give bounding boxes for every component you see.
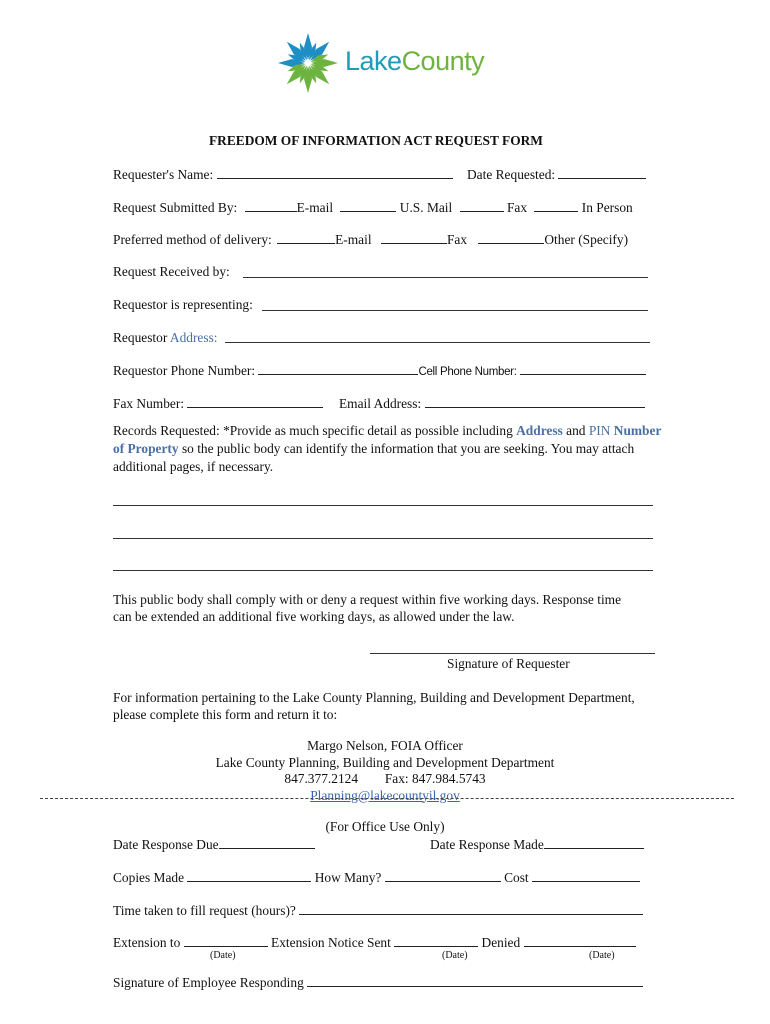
contact-dept: Lake County Planning, Building and Development Department [215, 754, 555, 770]
delivery-other-label: Other (Specify) [544, 232, 629, 247]
records-line-3[interactable] [113, 570, 653, 571]
records-number: Number [613, 423, 662, 438]
address-label: Address: [169, 330, 218, 345]
compliance-text [113, 591, 621, 625]
compliance-line-1: This public body shall comply with or deny a request within five working days. Response time [113, 592, 622, 607]
submitted-fax-field[interactable] [460, 199, 504, 212]
contact-phone: 847.377.2124 [284, 771, 359, 786]
date-requested-row [467, 166, 646, 183]
records-part1: Records Requested: *Provide as much specific detail as possible including [113, 423, 513, 438]
records-part3: additional pages, if necessary. [113, 459, 274, 474]
denied-field[interactable] [524, 934, 636, 947]
delivery-email-label: E-mail [335, 232, 372, 247]
employee-signature-label: Signature of Employee Responding [113, 975, 304, 990]
requester-name-label: Requester's Name: [113, 167, 214, 182]
date-hint-2: (Date) [442, 950, 468, 961]
extension-to-label: Extension to [113, 935, 181, 950]
submitted-usmail-field[interactable] [340, 199, 396, 212]
submitted-usmail-label: U.S. Mail [399, 200, 453, 215]
office-use-header: (For Office Use Only) [325, 819, 445, 834]
extension-row [113, 934, 636, 951]
lake-county-logo [275, 30, 497, 96]
extension-to-field[interactable] [184, 934, 268, 947]
cell-field[interactable] [520, 362, 646, 375]
submitted-by-row [113, 199, 633, 216]
delivery-fax-label: Fax [446, 232, 468, 247]
representing-row [113, 297, 253, 313]
submitted-by-label: Request Submitted By: [113, 200, 238, 215]
copies-field[interactable] [187, 869, 311, 882]
copies-label: Copies Made [113, 870, 185, 885]
response-due-row [113, 836, 315, 853]
compliance-line-2: can be extended an additional five working days, as allowed under the law. [113, 609, 515, 624]
records-requested-text [113, 422, 662, 476]
date-hint-3: (Date) [589, 950, 615, 961]
contact-fax: Fax: 847.984.5743 [384, 771, 486, 786]
records-line-1[interactable] [113, 505, 653, 506]
info-text [113, 689, 635, 723]
delivery-other-field[interactable] [478, 231, 544, 244]
info-line-1: For information pertaining to the Lake County Planning, Building and Development Department, [113, 690, 635, 705]
fax-number-field[interactable] [187, 395, 323, 408]
delivery-email-field[interactable] [277, 231, 335, 244]
cost-label: Cost [504, 870, 529, 885]
requester-name-field[interactable] [217, 166, 453, 179]
representing-label: Requestor is representing: [113, 297, 253, 312]
requester-name-row [113, 166, 453, 183]
response-made-field[interactable] [544, 836, 644, 849]
submitted-email-label: E-mail [296, 200, 334, 215]
time-taken-field[interactable] [299, 902, 643, 915]
records-and: and [566, 423, 586, 438]
response-due-field[interactable] [219, 836, 315, 849]
email-address-field[interactable] [425, 395, 645, 408]
signature-label: Signature of Requester [447, 656, 570, 671]
extension-notice-label: Extension Notice Sent [271, 935, 391, 950]
delivery-label: Preferred method of delivery: [113, 232, 272, 247]
info-line-2: please complete this form and return it to: [113, 707, 338, 722]
submitted-in-person-field[interactable] [534, 199, 578, 212]
cell-label: Cell Phone Number: [418, 366, 517, 378]
denied-label: Denied [481, 935, 521, 950]
page-title: FREEDOM OF INFORMATION ACT REQUEST FORM [209, 133, 543, 148]
delivery-row [113, 231, 628, 248]
copies-row [113, 869, 640, 886]
how-many-label: How Many? [314, 870, 382, 885]
cost-field[interactable] [532, 869, 640, 882]
received-by-label: Request Received by: [113, 264, 230, 279]
records-pin: PIN [588, 423, 611, 438]
email-row [339, 395, 645, 412]
employee-signature-row [113, 974, 643, 991]
phone-label: Requestor Phone Number: [113, 363, 256, 378]
records-line-2[interactable] [113, 538, 653, 539]
records-part2: so the public body can identify the information that you are seeking. You may attach [181, 441, 635, 456]
extension-notice-field[interactable] [394, 934, 478, 947]
fax-email-row [113, 395, 323, 412]
email-address-label: Email Address: [339, 396, 422, 411]
date-hint-1: (Date) [210, 950, 236, 961]
contact-block [200, 738, 570, 804]
received-by-row [113, 264, 230, 280]
submitted-in-person-label: In Person [581, 200, 633, 215]
date-requested-field[interactable] [558, 166, 646, 179]
employee-signature-field[interactable] [307, 974, 643, 987]
logo-word-county: County [401, 46, 485, 76]
response-made-row [430, 836, 644, 853]
starburst-logo-icon [275, 30, 341, 96]
time-taken-row [113, 902, 643, 919]
how-many-field[interactable] [385, 869, 501, 882]
logo-word-lake: Lake [345, 46, 402, 76]
response-due-label: Date Response Due [113, 837, 219, 852]
records-of-property: of Property [113, 441, 179, 456]
date-requested-label: Date Requested: [467, 167, 556, 182]
requester-signature-field[interactable] [370, 653, 655, 654]
time-taken-label: Time taken to fill request (hours)? [113, 903, 296, 918]
office-use-divider [40, 798, 734, 799]
representing-field[interactable] [262, 310, 648, 311]
logo-wordmark [345, 46, 484, 77]
address-prefix: Requestor [113, 330, 168, 345]
address-field[interactable] [225, 342, 650, 343]
address-row [113, 330, 218, 346]
response-made-label: Date Response Made [430, 837, 544, 852]
phone-field[interactable] [258, 362, 418, 375]
received-by-field[interactable] [243, 277, 648, 278]
submitted-email-field[interactable] [245, 199, 297, 212]
contact-phone-fax [200, 771, 570, 788]
records-address: Address [516, 423, 563, 438]
contact-name: Margo Nelson, FOIA Officer [307, 738, 463, 753]
delivery-fax-field[interactable] [381, 231, 447, 244]
fax-number-label: Fax Number: [113, 396, 185, 411]
phone-row [113, 362, 646, 380]
contact-email-link[interactable]: Planning@lakecountyil.gov [310, 787, 460, 803]
submitted-fax-label: Fax [506, 200, 528, 215]
